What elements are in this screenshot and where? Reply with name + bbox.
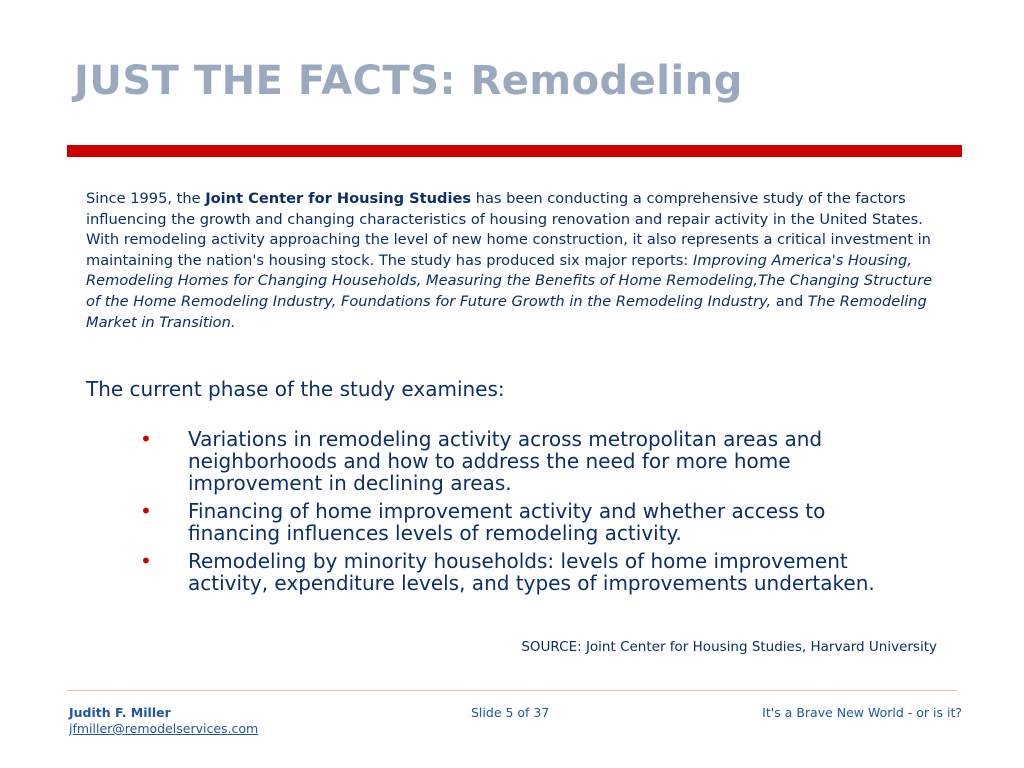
footer-tagline: It's a Brave New World - or is it? — [762, 705, 962, 720]
bullet-text: Remodeling by minority households: levels of home improvement activity, expenditure levels, and types of improvements undertaken. — [188, 549, 875, 595]
slide-title: JUST THE FACTS: Remodeling — [74, 58, 743, 104]
bullet-text: Variations in remodeling activity across metropolitan areas and neighborhoods and how to address the need for more home improvement in declining areas. — [188, 427, 823, 495]
title-divider — [67, 145, 962, 157]
intro-last-report: The Remodeling Market in Transition. — [86, 292, 927, 331]
footer-author: Judith F. Miller — [69, 705, 171, 720]
bullet-list — [140, 428, 920, 600]
bullet-text: Financing of home improvement activity and whether access to financing influences levels of remodeling activity. — [188, 499, 826, 545]
intro-text-2: has been conducting a comprehensive study of the factors influencing the growth and changing characteristics of housing renovation and repair activity in the United States. With remodeling activity approaching the level of new home construction, it also represents a critical investment in maintaining the nation's housing stock. The study has produced six major reports: — [86, 190, 931, 269]
intro-and: and — [771, 292, 808, 310]
footer-divider — [67, 690, 957, 691]
footer-email-link[interactable]: jfmiller@remodelservices.com — [69, 721, 259, 736]
bullet-item — [140, 500, 920, 544]
phase-heading: The current phase of the study examines: — [86, 377, 505, 401]
bullet-item — [140, 550, 920, 594]
intro-paragraph — [86, 189, 946, 333]
bullet-icon: • — [140, 499, 152, 523]
bullet-item — [140, 428, 920, 494]
intro-report-titles: Improving America's Housing, Remodeling Homes for Changing Households, Measuring the Benefits of Home Remodeling,The Changing Structure of the Home Remodeling Industry, Foundations for Future Growth in the Remodeling Industry, — [86, 251, 933, 310]
slide-number: Slide 5 of 37 — [471, 705, 550, 720]
bullet-icon: • — [140, 427, 152, 451]
bullet-icon: • — [140, 549, 152, 573]
source-citation: SOURCE: Joint Center for Housing Studies, Harvard University — [521, 639, 937, 655]
intro-text-1: Since 1995, the — [86, 190, 206, 207]
intro-org-name: Joint Center for Housing Studies — [205, 190, 472, 207]
